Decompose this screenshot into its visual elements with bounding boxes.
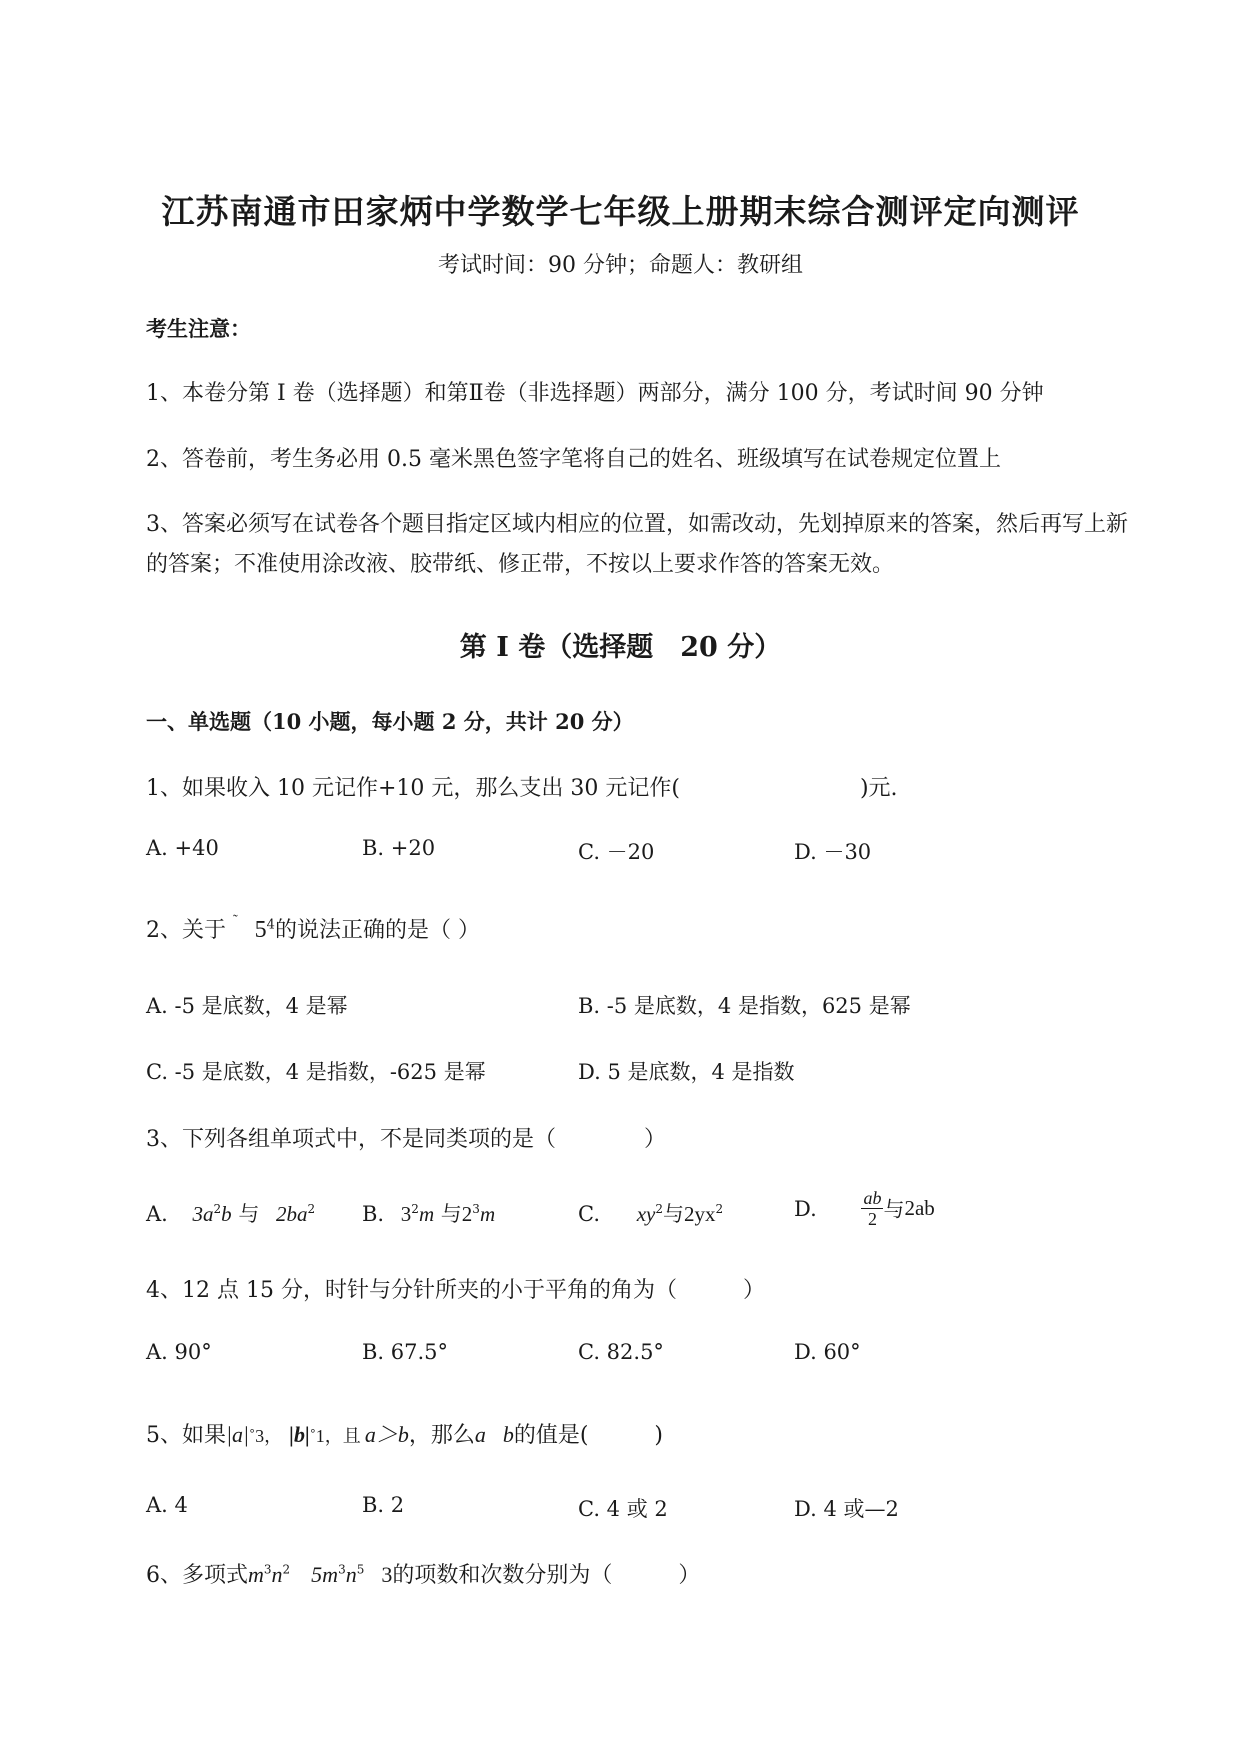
term: 3 <box>400 1202 412 1226</box>
notice-item-3-cont: 的答案；不准使用涂改液、胶带纸、修正带，不按以上要求作答的答案无效。 <box>146 552 895 577</box>
term: n <box>345 1562 357 1587</box>
question-2 <box>146 913 480 944</box>
condition: a＞b <box>364 1422 409 1447</box>
option-label: C. <box>578 1202 600 1226</box>
question-4-stem: 4、12 点 15 分，时针与分针所夹的小于平角的角为（ ） <box>146 1278 765 1303</box>
question-3-option-d <box>794 1188 935 1229</box>
equals-1: ˚1，且 <box>309 1426 361 1446</box>
question-1-stem: 1、如果收入 10 元记作+10 元，那么支出 30 元记作( <box>146 776 680 801</box>
conjunction: 与 <box>440 1202 462 1226</box>
abs-a: |a| <box>226 1422 250 1447</box>
notice-heading: 考生注意： <box>146 316 251 341</box>
question-5 <box>146 1418 663 1449</box>
term: 3 <box>381 1562 393 1587</box>
question-2-mark: ˜ <box>233 913 238 928</box>
question-5-stem-end: 的值是( ) <box>513 1423 664 1448</box>
question-5-stem: 5、如果 <box>146 1423 226 1448</box>
section-title: 第 I 卷（选择题 20 分） <box>459 632 782 663</box>
question-4-option-b: B. 67.5° <box>362 1340 449 1364</box>
question-5-stem-mid: ，那么 <box>408 1423 475 1448</box>
term: 2 <box>461 1202 473 1226</box>
notice-item-3: 3、答案必须写在试卷各个题目指定区域内相应的位置，如需改动，先划掉原来的答案，然后再写上新 <box>146 512 1129 537</box>
notice-item-2: 2、答卷前，考生务必用 0.5 毫米黑色签字笔将自己的姓名、班级填写在试卷规定位置上 <box>146 447 1001 472</box>
term: 2yx <box>683 1202 716 1226</box>
exponent: 3 <box>263 1562 272 1577</box>
question-2-base: 5 <box>254 917 267 943</box>
conjunction: 与 <box>238 1202 260 1226</box>
fraction <box>861 1188 883 1229</box>
question-1-option-d: D. －30 <box>794 840 872 864</box>
term: b <box>221 1202 232 1226</box>
question-5-option-a: A. 4 <box>146 1493 188 1517</box>
exponent: 3 <box>472 1202 480 1216</box>
question-3-option-a <box>146 1198 315 1228</box>
part-heading: 一、单选题（10 小题，每小题 2 分，共计 20 分） <box>146 709 634 734</box>
question-5-option-c: C. 4 或 2 <box>578 1497 668 1521</box>
question-2-option-b: B. -5 是底数，4 是指数，625 是幂 <box>578 994 911 1018</box>
var-b: b <box>502 1422 514 1447</box>
question-2-stem: 2、关于 <box>146 918 226 943</box>
term: 5m <box>311 1562 339 1587</box>
question-5-option-b: B. 2 <box>362 1493 405 1517</box>
option-label: D. <box>794 1196 817 1221</box>
exponent: 5 <box>356 1562 365 1577</box>
question-1-option-b: B. +20 <box>362 836 436 860</box>
var-a: a <box>474 1422 486 1447</box>
term: m <box>418 1202 435 1226</box>
question-2-stem-end: 的说法正确的是（ ） <box>274 918 480 943</box>
question-1-option-a: A. +40 <box>146 836 219 860</box>
option-label: B. <box>362 1202 385 1226</box>
exponent: 2 <box>307 1202 316 1216</box>
exam-info: 考试时间：90 分钟；命题人：教研组 <box>438 253 803 278</box>
conjunction: 与 <box>883 1197 905 1222</box>
question-4-option-a: A. 90° <box>146 1340 212 1364</box>
term: xy <box>636 1202 656 1226</box>
term: 3a <box>192 1202 214 1226</box>
notice-item-1: 1、本卷分第 I 卷（选择题）和第Ⅱ卷（非选择题）两部分，满分 100 分，考试时间 90 分钟 <box>146 381 1044 406</box>
exponent: 2 <box>282 1562 291 1577</box>
question-2-exponent: 4 <box>266 917 275 933</box>
question-4-option-c: C. 82.5° <box>578 1340 664 1364</box>
numerator: ab <box>863 1188 882 1208</box>
term: 2ab <box>904 1196 935 1220</box>
question-2-option-a: A. -5 是底数，4 是幂 <box>146 994 348 1018</box>
question-1-option-c: C. －20 <box>578 840 655 864</box>
abs-b: |b| <box>289 1422 310 1447</box>
term: m <box>479 1202 496 1226</box>
question-3-stem: 3、下列各组单项式中，不是同类项的是（ ） <box>146 1127 666 1152</box>
question-3-option-c <box>578 1198 723 1228</box>
denominator: 2 <box>867 1209 877 1229</box>
question-2-option-d: D. 5 是底数，4 是指数 <box>578 1060 795 1084</box>
exponent: 2 <box>715 1202 724 1216</box>
page-title: 江苏南通市田家炳中学数学七年级上册期末综合测评定向测评 <box>161 192 1080 231</box>
question-6-stem: 6、多项式 <box>146 1563 248 1588</box>
question-6-stem-end: 的项数和次数分别为（ ） <box>392 1563 701 1588</box>
question-1 <box>146 771 898 802</box>
exponent: 2 <box>213 1202 222 1216</box>
exponent: 3 <box>338 1562 346 1577</box>
term: n <box>271 1562 283 1587</box>
conjunction: 与 <box>662 1202 684 1226</box>
term: 2ba <box>276 1202 308 1226</box>
equals-3: ˚3， <box>249 1426 283 1446</box>
question-1-stem-end: )元. <box>859 776 898 801</box>
term: m <box>248 1562 264 1587</box>
option-label: A. <box>146 1202 168 1226</box>
question-3-option-b <box>362 1198 495 1228</box>
question-5-option-d: D. 4 或—2 <box>794 1497 899 1521</box>
exponent: 2 <box>655 1202 663 1216</box>
question-2-option-c: C. -5 是底数，4 是指数，-625 是幂 <box>146 1060 486 1084</box>
question-6 <box>146 1558 700 1589</box>
exponent: 2 <box>411 1202 419 1216</box>
question-4-option-d: D. 60° <box>794 1340 861 1364</box>
